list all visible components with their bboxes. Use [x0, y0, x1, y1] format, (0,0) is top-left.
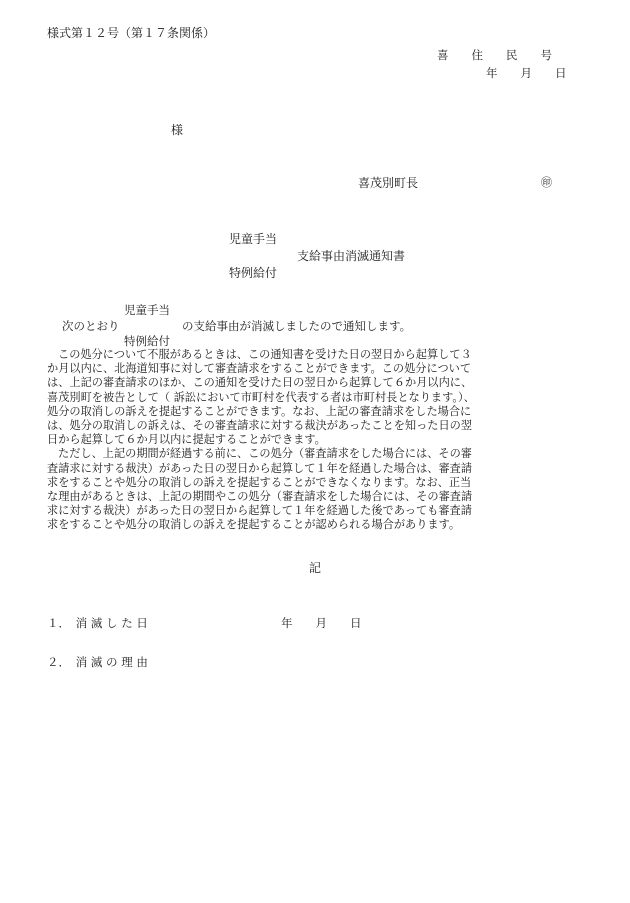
body-line: 求をすることや処分の取消しの訴えを提起することができなくなります。なお、正当 [47, 475, 472, 489]
appeal-notice [47, 348, 587, 533]
addressee-suffix: 様 [171, 123, 184, 137]
intro-left: 次のとおり [62, 319, 120, 333]
issuer-name: 喜茂別町長 [358, 176, 419, 190]
body-line: 求に対する裁決）があった日の翌日から起算して１年を経過した後であっても審査請 [47, 504, 472, 518]
body-line: 日から起算して６か月以内に提起することができます。 [47, 433, 326, 447]
item2-label: ２． 消 滅 の 理 由 [47, 655, 148, 669]
issue-date: 年 月 日 [486, 66, 567, 80]
title-bottom: 特例給付 [229, 266, 278, 280]
title-main: 支給事由消滅通知書 [297, 249, 406, 263]
intro-bottom: 特例給付 [124, 334, 170, 348]
item1-label: １． 消 滅 し た 日 [47, 616, 148, 630]
body-line: 求をすることや処分の取消しの訴えを提起することが認められる場合があります。 [47, 518, 461, 532]
intro-top: 児童手当 [124, 303, 170, 317]
form-label: 様式第１２号（第１７条関係） [47, 26, 216, 40]
body-line: は、処分の取消しの訴えは、その審査請求に対する裁決があったことを知った日の翌 [47, 419, 473, 433]
ki-heading: 記 [309, 561, 322, 575]
item1-date: 年 月 日 [281, 616, 362, 630]
title-top: 児童手当 [229, 232, 278, 246]
document-number: 喜 住 民 号 [437, 48, 552, 62]
seal-mark: ㊞ [541, 176, 552, 189]
body-line: か月以内に、北海道知事に対して審査請求をすることができます。この処分について [47, 362, 472, 376]
body-line: この処分について不服があるときは、この通知書を受けた日の翌日から起算して３ [58, 348, 472, 361]
intro-right: の支給事由が消滅しましたので通知します。 [182, 319, 412, 333]
body-line: 処分の取消しの訴えを提起することができます。なお、上記の審査請求をした場合に [47, 404, 472, 418]
body-line: 喜茂別町を被告として（ 訴訟において市町村を代表する者は市町村長となります。）、 [47, 390, 475, 404]
body-line: 査請求に対する裁決）があった日の翌日から起算して１年を経過した場合は、審査請 [47, 461, 473, 475]
body-line: な理由があるときは、上記の期間やこの処分（審査請求をした場合には、その審査請 [47, 490, 473, 504]
body-line: ただし、上記の期間が経過する前に、この処分（審査請求をした場合には、その審 [58, 447, 472, 461]
body-line: は、上記の審査請求のほか、この通知を受けた日の翌日から起算して６か月以内に、 [47, 376, 473, 390]
